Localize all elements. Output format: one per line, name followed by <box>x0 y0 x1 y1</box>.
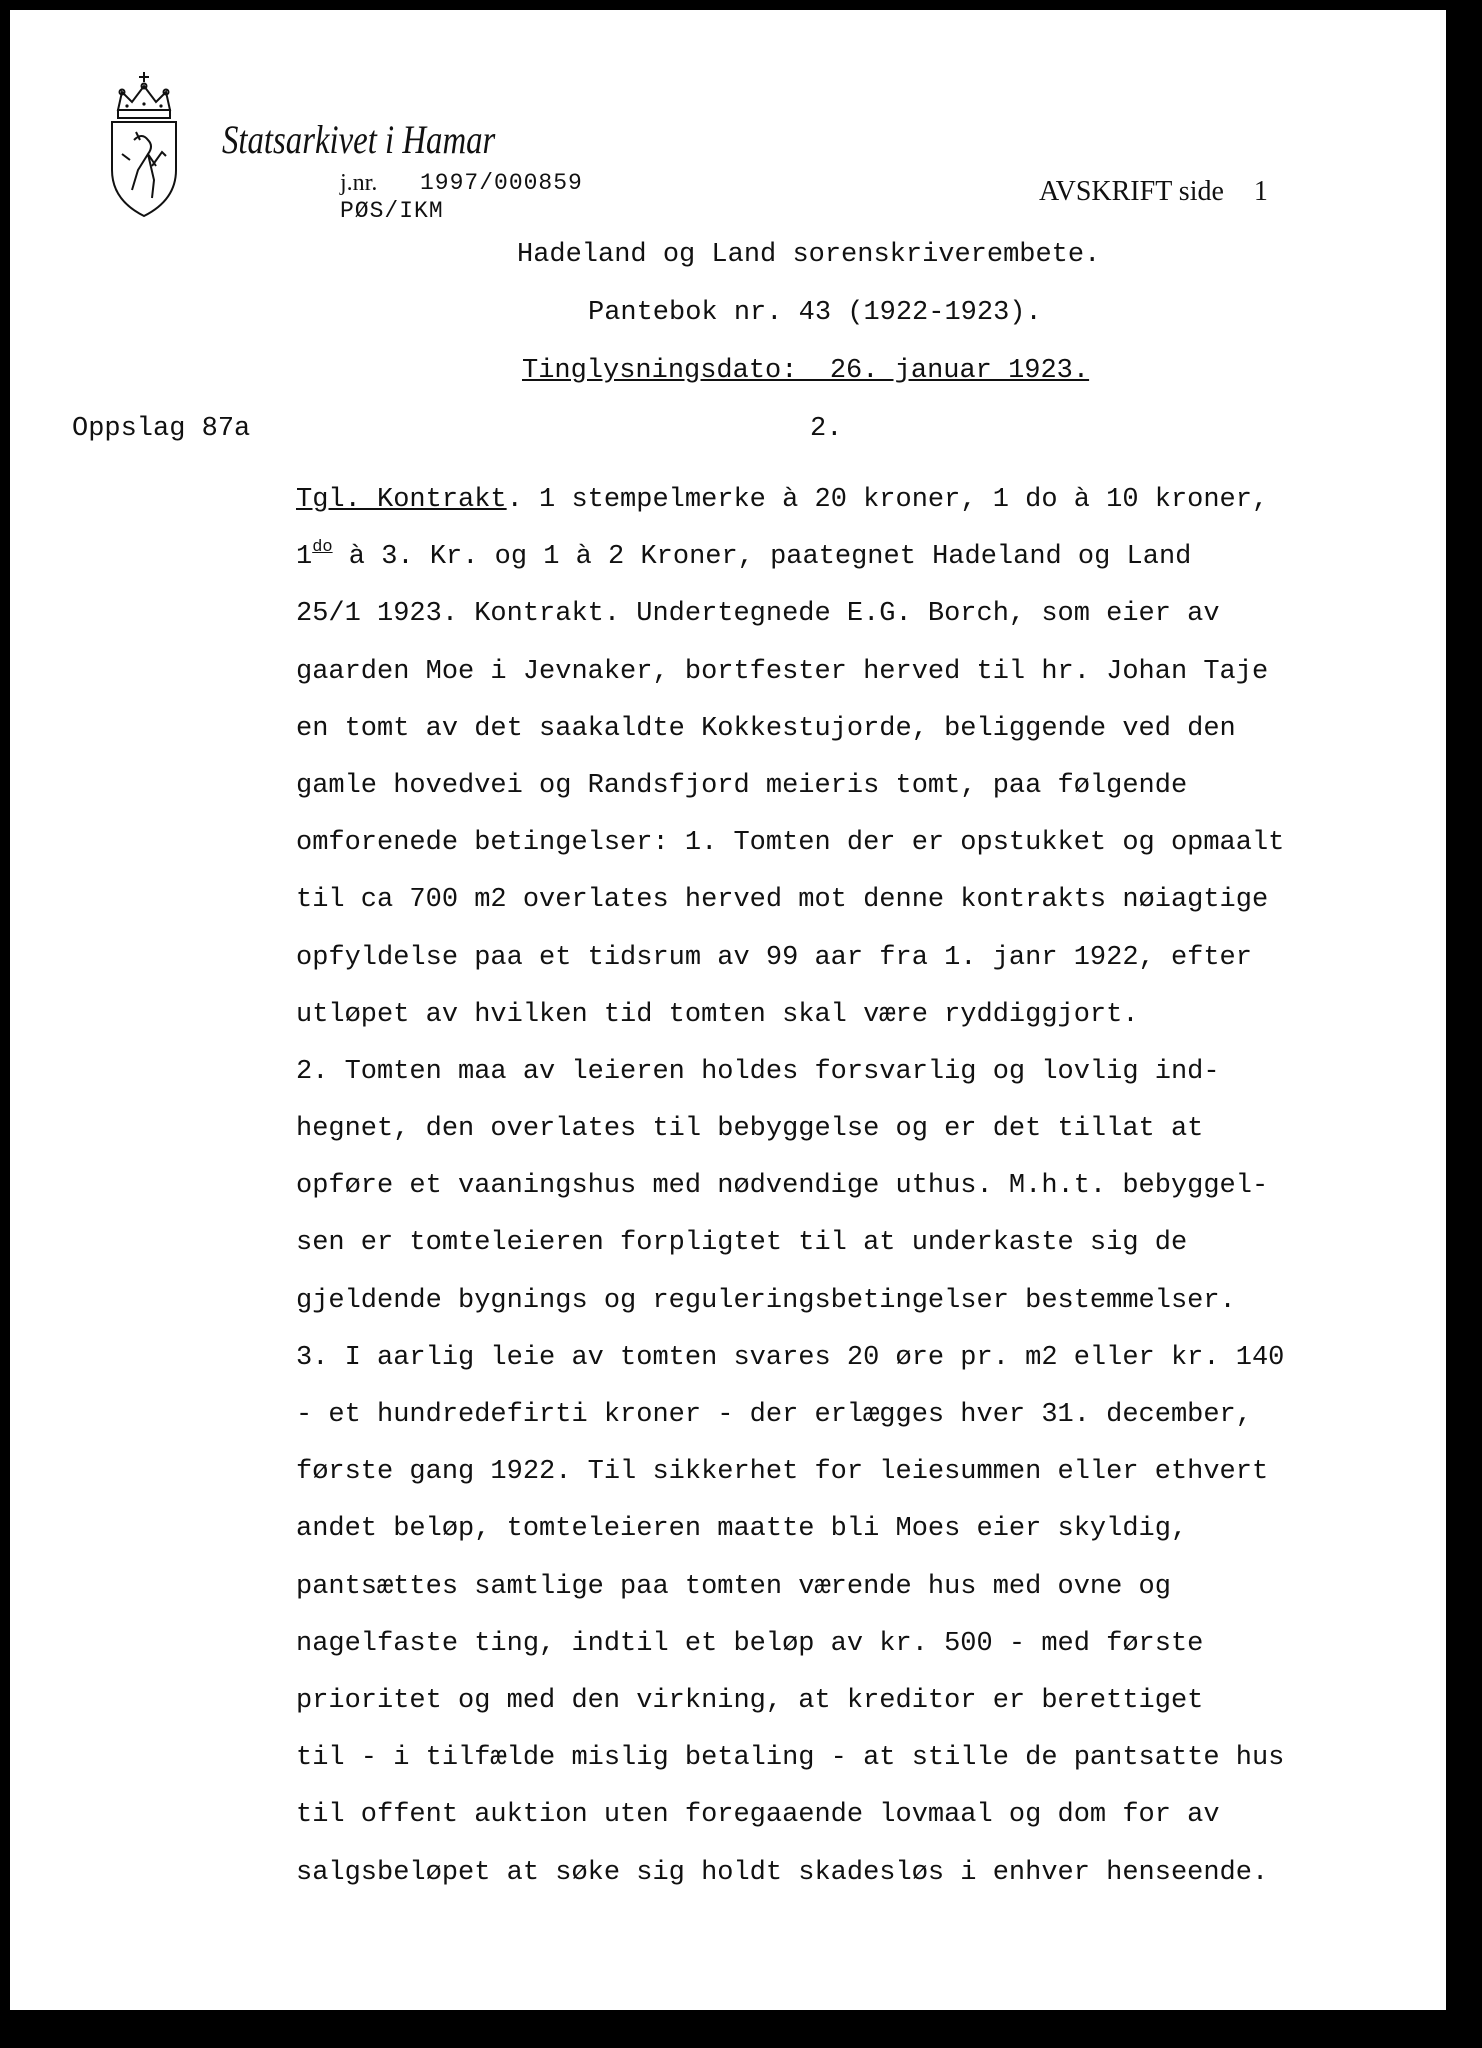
text-line: 25/1 1923. Kontrakt. Undertegnede E.G. Borch, som eier av <box>296 599 1220 630</box>
text-line: sen er tomteleieren forpligtet til at underkaste sig de <box>296 1228 1188 1259</box>
text-line <box>296 529 1416 586</box>
text-line: pantsættes samtlige paa tomten værende hus med ovne og <box>296 1571 1171 1602</box>
text-fragment: . 1 stempelmerke à 20 kroner, 1 do à 10 kroner, <box>506 485 1269 515</box>
text-line: opføre et vaaningshus med nødvendige uthus. M.h.t. bebyggel- <box>296 1171 1269 1202</box>
transcript-body <box>296 472 1416 1902</box>
transcript-page-label <box>1039 176 1268 208</box>
text-fragment: 1 <box>296 542 313 573</box>
text-line: gjeldende bygnings og reguleringsbetingelser bestemmelser. <box>296 1285 1236 1316</box>
text-line: en tomt av det saakaldte Kokkestujorde, beliggende ved den <box>296 713 1236 744</box>
text-line: hegnet, den overlates til bebyggelse og er det tillat at <box>296 1114 1204 1145</box>
oppslag-reference: Oppslag 87a <box>72 414 251 444</box>
superscript-abbreviation: do <box>312 538 333 558</box>
text-line: 2. Tomten maa av leieren holdes forsvarlig og lovlig ind- <box>296 1056 1220 1087</box>
text-line: prioritet og med den virkning, at kreditor er berettiget <box>296 1685 1204 1716</box>
archive-name: Statsarkivet i Hamar <box>222 117 496 162</box>
text-line: utløpet av hvilken tid tomten skal være ryddiggjort. <box>296 999 1139 1030</box>
journal-number: 1997/000859 <box>420 170 583 196</box>
text-fragment: à 3. Kr. og 1 à 2 Kroner, paategnet Hadeland og Land <box>332 542 1192 573</box>
text-line: til ca 700 m2 overlates herved mot denne kontrakts nøiagtige <box>296 885 1269 916</box>
office-title: Hadeland og Land sorenskriverembete. <box>517 240 1101 270</box>
case-initials: PØS/IKM <box>340 198 444 224</box>
text-line: salgsbeløpet at søke sig holdt skadesløs i enhver henseende. <box>296 1857 1269 1888</box>
text-line: nagelfaste ting, indtil et beløp av kr. 500 - med første <box>296 1628 1204 1659</box>
text-line: omforenede betingelser: 1. Tomten der er opstukket og opmaalt <box>296 828 1285 859</box>
text-line: til offent auktion uten foregaaende lovmaal og dom for av <box>296 1800 1220 1831</box>
registration-date: Tinglysningsdato: 26. januar 1923. <box>522 356 1090 386</box>
text-line: til - i tilfælde mislig betaling - at stille de pantsatte hus <box>296 1743 1285 1774</box>
text-line: - et hundredefirti kroner - der erlægges hver 31. december, <box>296 1400 1252 1430</box>
journal-number-label: j.nr. <box>340 170 378 196</box>
norwegian-coat-of-arms-icon <box>104 70 184 220</box>
document-type: Tgl. Kontrakt <box>296 485 507 515</box>
avskrift-label: AVSKRIFT side <box>1039 176 1224 207</box>
book-title: Pantebok nr. 43 (1922-1923). <box>588 298 1042 328</box>
text-line: 3. I aarlig leie av tomten svares 20 øre pr. m2 eller kr. 140 <box>296 1342 1285 1373</box>
text-line: opfyldelse paa et tidsrum av 99 aar fra 1. janr 1922, efter <box>296 942 1252 973</box>
entry-number: 2. <box>810 414 843 444</box>
text-line: gaarden Moe i Jevnaker, bortfester herved til hr. Johan Taje <box>296 656 1269 687</box>
document-page <box>10 10 1446 2010</box>
text-line <box>296 472 1416 529</box>
text-line: andet beløp, tomteleieren maatte bli Moes eier skyldig, <box>296 1514 1188 1545</box>
text-line: første gang 1922. Til sikkerhet for leiesummen eller ethvert <box>296 1457 1269 1488</box>
page-number: 1 <box>1253 176 1268 207</box>
text-line: gamle hovedvei og Randsfjord meieris tomt, paa følgende <box>296 770 1188 801</box>
